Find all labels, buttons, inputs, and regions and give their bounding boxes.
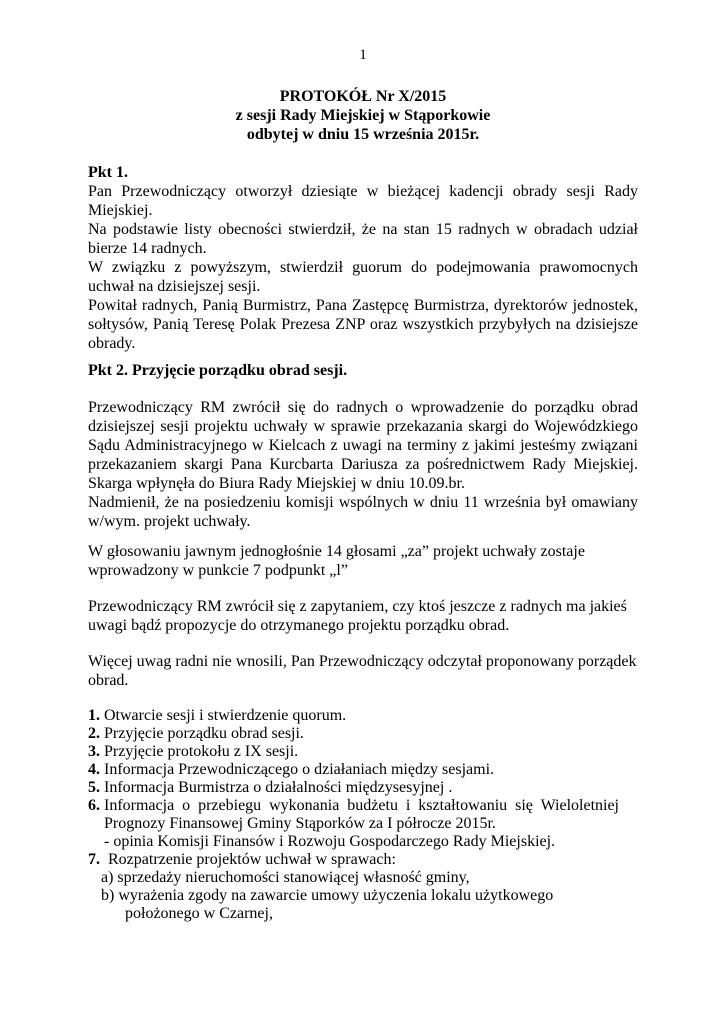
list-item-number: 5. — [88, 779, 100, 796]
list-item-text: Informacja o przebiegu wykonania budżetu i kształtowaniu się Wieloletniej — [104, 797, 619, 814]
text-line: dzisiejszej sesji projektu uchwały w sprawie przekazania skargi do Wojewódzkiego — [88, 418, 638, 435]
text-line: sołtysów, Panią Teresę Polak Prezesa ZNP oraz wszystkich przybyłych na dzisiejsze — [88, 316, 638, 333]
text-line: Więcej uwag radni nie wnosili, Pan Przewodniczący odczytał proponowany porządek — [88, 653, 637, 670]
text-line: W związku z powyższym, stwierdził guorum do podejmowania prawomocnych — [88, 259, 638, 276]
sub-list-item: a) sprzedaży nieruchomości stanowiącej własność gminy, — [101, 869, 470, 886]
sub-list-item: położonego w Czarnej, — [125, 905, 273, 922]
list-item — [88, 706, 648, 724]
paragraph — [88, 542, 638, 580]
text-line: obrad. — [88, 672, 129, 689]
section-heading: Pkt 2. Przyjęcie porządku obrad sesji. — [88, 362, 348, 379]
section-body — [88, 182, 638, 353]
paragraph — [88, 597, 638, 635]
list-item — [88, 724, 648, 742]
list-item-text: Otwarcie sesji i stwierdzenie quorum. — [104, 707, 347, 724]
list-item-number: 3. — [88, 743, 100, 760]
text-line: wprowadzony w punkcie 7 podpunkt „l” — [88, 562, 348, 579]
text-line: uchwał na dzisiejszej sesji. — [88, 278, 261, 295]
list-item-text: Przyjęcie porządku obrad sesji. — [104, 725, 304, 742]
text-line: Skarga wpłynęła do Biura Rady Miejskiej w dniu 10.09.br. — [88, 475, 465, 492]
list-item-number: 1. — [88, 707, 100, 724]
text-line: przekazaniem skargi Pana Kurcbarta Dariusza za pośrednictwem Rady Miejskiej. — [88, 456, 638, 473]
text-line: uwagi bądź propozycje do otrzymanego projektu porządku obrad. — [88, 617, 510, 634]
list-item-text: Przyjęcie protokołu z IX sesji. — [104, 743, 299, 760]
agenda-item-continuation: Prognozy Finansowej Gminy Stąporków za I półrocze 2015r. — [104, 815, 496, 832]
list-item — [88, 796, 648, 814]
title-line: z sesji Rady Miejskiej w Stąporkowie — [235, 107, 491, 124]
list-item — [88, 742, 648, 760]
section-heading: Pkt 1. — [88, 164, 128, 181]
title-line: PROTOKÓŁ Nr X/2015 — [279, 88, 447, 105]
list-item-number: 4. — [88, 761, 100, 778]
list-item-text: Informacja Przewodniczącego o działaniach między sesjami. — [104, 761, 495, 778]
list-item — [88, 850, 648, 868]
list-item — [88, 778, 648, 796]
agenda-list — [88, 706, 648, 922]
list-item-number: 2. — [88, 725, 100, 742]
text-line: Przewodniczący RM zwrócił się do radnych o wprowadzenie do porządku obrad — [88, 399, 638, 416]
document-title — [88, 87, 638, 144]
section-pkt1 — [88, 163, 638, 353]
text-line: W głosowaniu jawnym jednogłośnie 14 głosami „za” projekt uchwały zostaje — [88, 543, 585, 560]
page-number: 1 — [359, 47, 367, 63]
text-line: bierze 14 radnych. — [88, 240, 207, 257]
list-item-number: 7. — [88, 851, 100, 868]
text-line: Na podstawie listy obecności stwierdził, że na stan 15 radnych w obradach udział — [88, 221, 638, 238]
list-item-number: 6. — [88, 797, 100, 814]
text-line: Pan Przewodniczący otworzył dziesiąte w bieżącej kadencji obrady sesji Rady — [88, 183, 638, 200]
list-item-text: Rozpatrzenie projektów uchwał w sprawach: — [104, 851, 396, 868]
paragraph — [88, 652, 638, 690]
text-line: Miejskiej. — [88, 202, 153, 219]
list-item-text: Informacja Burmistrza o działalności międzysesyjnej . — [104, 779, 453, 796]
text-line: Sądu Administracyjnego w Kielcach z uwagi na terminy z jakimi jesteśmy związani — [88, 437, 638, 454]
text-line: obrady. — [88, 335, 136, 352]
text-line: Nadmienił, że na posiedzeniu komisji wspólnych w dniu 11 września był omawiany — [88, 494, 638, 511]
text-line: w/wym. projekt uchwały. — [88, 513, 251, 530]
title-line: odbytej w dniu 15 września 2015r. — [246, 126, 480, 143]
agenda-item-continuation: - opinia Komisji Finansów i Rozwoju Gospodarczego Rady Miejskiej. — [104, 833, 556, 850]
text-line: Powitał radnych, Panią Burmistrz, Pana Zastępcę Burmistrza, dyrektorów jednostek, — [88, 297, 638, 314]
sub-list-item: b) wyrażenia zgody na zawarcie umowy użyczenia lokalu użytkowego — [101, 887, 554, 904]
text-line: Przewodniczący RM zwrócił się z zapytaniem, czy ktoś jeszcze z radnych ma jakieś — [88, 598, 627, 615]
section-pkt2 — [88, 361, 638, 380]
list-item — [88, 760, 648, 778]
paragraph — [88, 398, 638, 531]
